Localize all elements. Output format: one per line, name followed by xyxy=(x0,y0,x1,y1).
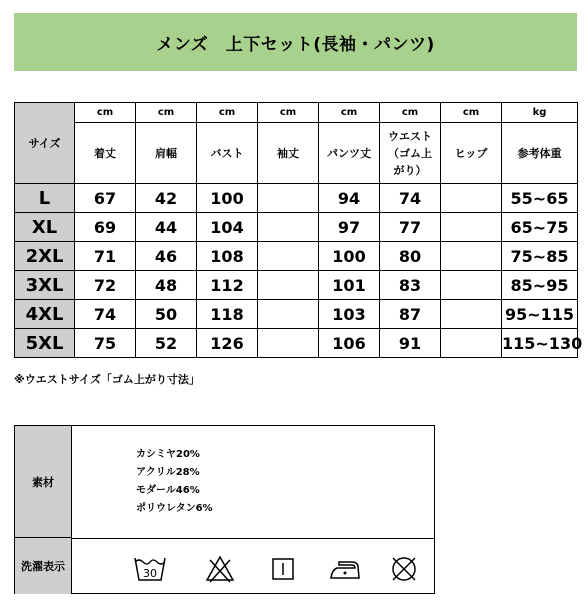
table-cell xyxy=(258,213,319,242)
table-cell: 100 xyxy=(319,242,380,271)
column-header-line: パンツ丈 xyxy=(327,146,371,160)
table-cell: 103 xyxy=(319,300,380,329)
unit-cell: cm xyxy=(136,103,197,123)
size-label: L xyxy=(15,184,75,213)
composition-item: カシミヤ20% xyxy=(136,449,200,460)
unit-cell: cm xyxy=(441,103,502,123)
care-label: 洗濯表示 xyxy=(15,538,72,594)
table-row xyxy=(15,329,578,358)
table-cell: 71 xyxy=(75,242,136,271)
column-header-line: バスト xyxy=(210,146,244,160)
column-header xyxy=(502,123,578,184)
composition-list xyxy=(136,446,213,518)
table-cell: 83 xyxy=(380,271,441,300)
table-cell: 72 xyxy=(75,271,136,300)
table-cell: 42 xyxy=(136,184,197,213)
unit-cell: kg xyxy=(502,103,578,123)
table-cell xyxy=(441,184,502,213)
composition-item: アクリル28% xyxy=(136,467,200,478)
unit-cell: cm xyxy=(258,103,319,123)
material-box xyxy=(14,425,435,594)
table-cell xyxy=(258,300,319,329)
waist-note: ※ウエストサイズ「ゴム上がり寸法」 xyxy=(14,373,200,386)
table-cell: 65~75 xyxy=(502,213,578,242)
table-cell: 100 xyxy=(197,184,258,213)
table-row xyxy=(15,242,578,271)
table-cell: 74 xyxy=(75,300,136,329)
table-cell: 118 xyxy=(197,300,258,329)
column-header xyxy=(197,123,258,184)
table-cell xyxy=(258,242,319,271)
table-cell xyxy=(441,329,502,358)
table-cell: 52 xyxy=(136,329,197,358)
column-header xyxy=(441,123,502,184)
column-header xyxy=(319,123,380,184)
table-cell: 115~130 xyxy=(502,329,578,358)
column-header xyxy=(258,123,319,184)
column-header xyxy=(75,123,136,184)
table-cell xyxy=(258,271,319,300)
wash-30-icon xyxy=(133,554,167,584)
table-cell xyxy=(441,213,502,242)
table-cell: 87 xyxy=(380,300,441,329)
table-row xyxy=(15,184,578,213)
table-cell: 46 xyxy=(136,242,197,271)
unit-cell: cm xyxy=(197,103,258,123)
composition-item: モダール46% xyxy=(136,485,200,496)
table-cell: 74 xyxy=(380,184,441,213)
table-cell: 97 xyxy=(319,213,380,242)
table-cell: 67 xyxy=(75,184,136,213)
column-header-line: 参考体重 xyxy=(517,146,562,160)
table-cell xyxy=(258,184,319,213)
no-dry-clean-icon xyxy=(389,554,419,584)
table-cell: 91 xyxy=(380,329,441,358)
page-title: メンズ 上下セット(長袖・パンツ) xyxy=(14,13,577,71)
size-label: XL xyxy=(15,213,75,242)
table-cell: 126 xyxy=(197,329,258,358)
table-cell: 108 xyxy=(197,242,258,271)
table-cell: 94 xyxy=(319,184,380,213)
line-dry-icon xyxy=(268,554,298,584)
table-row xyxy=(15,271,578,300)
unit-cell: cm xyxy=(75,103,136,123)
size-table xyxy=(14,102,583,358)
table-cell xyxy=(258,329,319,358)
column-header-line: 着丈 xyxy=(94,146,116,160)
table-cell: 80 xyxy=(380,242,441,271)
composition-item: ポリウレタン6% xyxy=(136,503,213,514)
table-cell: 75~85 xyxy=(502,242,578,271)
unit-cell: cm xyxy=(319,103,380,123)
size-header: サイズ xyxy=(15,103,75,184)
care-icons xyxy=(133,554,423,584)
size-label: 4XL xyxy=(15,300,75,329)
table-cell: 77 xyxy=(380,213,441,242)
table-cell xyxy=(441,300,502,329)
unit-cell: cm xyxy=(380,103,441,123)
iron-low-icon xyxy=(328,554,362,584)
table-cell: 95~115 xyxy=(502,300,578,329)
table-cell: 106 xyxy=(319,329,380,358)
column-header-line: 肩幅 xyxy=(155,146,177,160)
column-header xyxy=(380,123,441,184)
column-header-line: ウエスト xyxy=(388,129,432,143)
column-header-line: ヒップ xyxy=(454,146,488,160)
size-label: 5XL xyxy=(15,329,75,358)
column-header-line: 袖丈 xyxy=(277,146,299,160)
table-cell: 55~65 xyxy=(502,184,578,213)
table-cell xyxy=(441,271,502,300)
column-header-line: がり） xyxy=(393,163,427,177)
material-label: 素材 xyxy=(15,426,72,538)
column-header xyxy=(136,123,197,184)
table-cell: 50 xyxy=(136,300,197,329)
table-cell: 101 xyxy=(319,271,380,300)
size-label: 3XL xyxy=(15,271,75,300)
table-row xyxy=(15,213,578,242)
table-cell: 69 xyxy=(75,213,136,242)
table-cell: 48 xyxy=(136,271,197,300)
column-header-line: （ゴム上 xyxy=(388,146,432,160)
table-cell: 112 xyxy=(197,271,258,300)
svg-text:30: 30 xyxy=(143,567,157,580)
table-cell: 44 xyxy=(136,213,197,242)
size-label: 2XL xyxy=(15,242,75,271)
no-bleach-icon xyxy=(205,554,235,584)
table-cell xyxy=(441,242,502,271)
table-cell: 104 xyxy=(197,213,258,242)
table-cell: 85~95 xyxy=(502,271,578,300)
table-row xyxy=(15,300,578,329)
table-cell: 75 xyxy=(75,329,136,358)
